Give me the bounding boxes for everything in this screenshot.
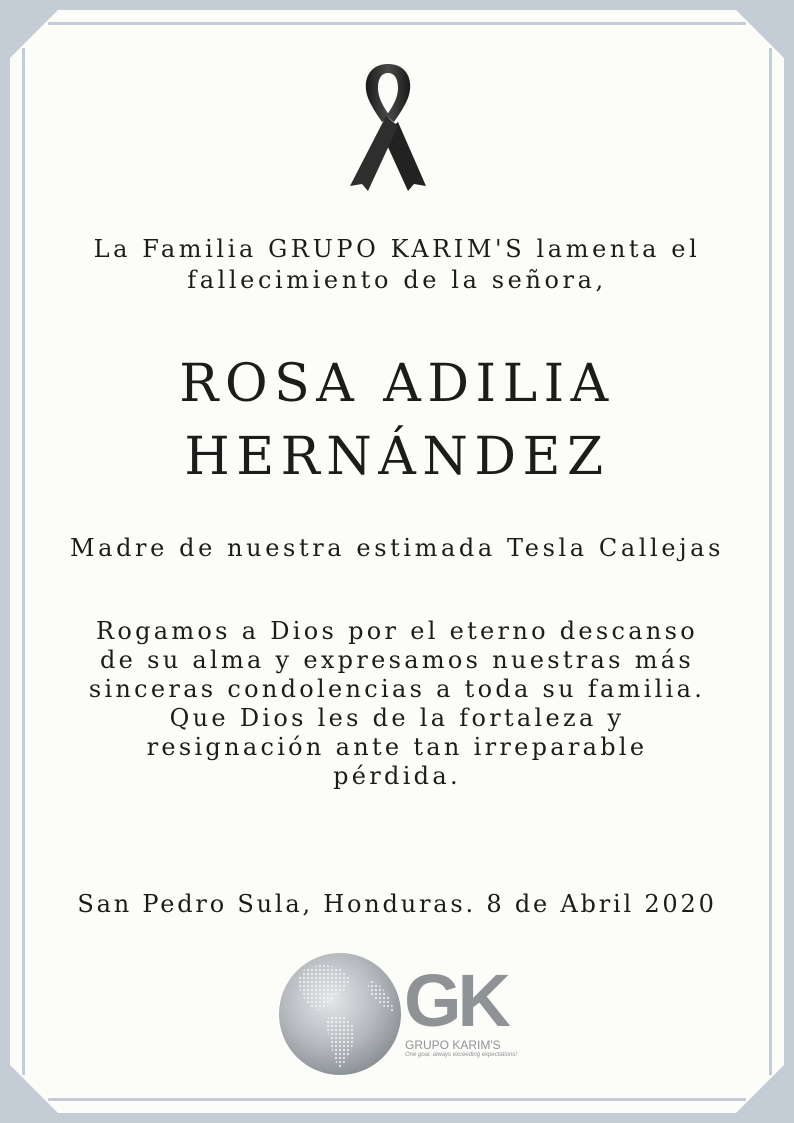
- prayer-line: Rogamos a Dios por el eterno descanso: [95, 617, 699, 645]
- deceased-name: [0, 348, 794, 494]
- prayer-text: [0, 617, 794, 791]
- logo-company-name: GRUPO KARIM'S: [405, 1038, 501, 1052]
- logo-tagline: One goal, always exceeding expectations!: [405, 1052, 518, 1058]
- frame-line-bottom: [48, 1098, 746, 1101]
- globe-icon: [278, 952, 402, 1076]
- prayer-line: de su alma y expresamos nuestras más: [99, 646, 694, 674]
- intro-line: La Familia GRUPO KARIM'S lamenta el: [93, 235, 701, 263]
- intro-text: [0, 234, 794, 296]
- place-date: San Pedro Sula, Honduras. 8 de Abril 2020: [77, 890, 717, 918]
- frame-line-top: [48, 22, 746, 25]
- prayer-line: Que Dios les de la fortaleza y: [169, 704, 625, 732]
- mourning-ribbon-icon: [346, 60, 430, 192]
- company-logo: [278, 952, 518, 1082]
- prayer-line: sinceras condolencias a toda su familia.: [88, 675, 706, 703]
- logo-mark: GK: [404, 959, 507, 1042]
- name-line: ROSA ADILIA: [179, 354, 615, 414]
- intro-line: fallecimiento de la señora,: [187, 266, 607, 294]
- relation-text: Madre de nuestra estimada Tesla Callejas: [69, 534, 724, 562]
- prayer-line: pérdida.: [333, 762, 461, 790]
- prayer-line: resignación ante tan irreparable: [146, 733, 648, 761]
- name-line: HERNÁNDEZ: [184, 427, 610, 487]
